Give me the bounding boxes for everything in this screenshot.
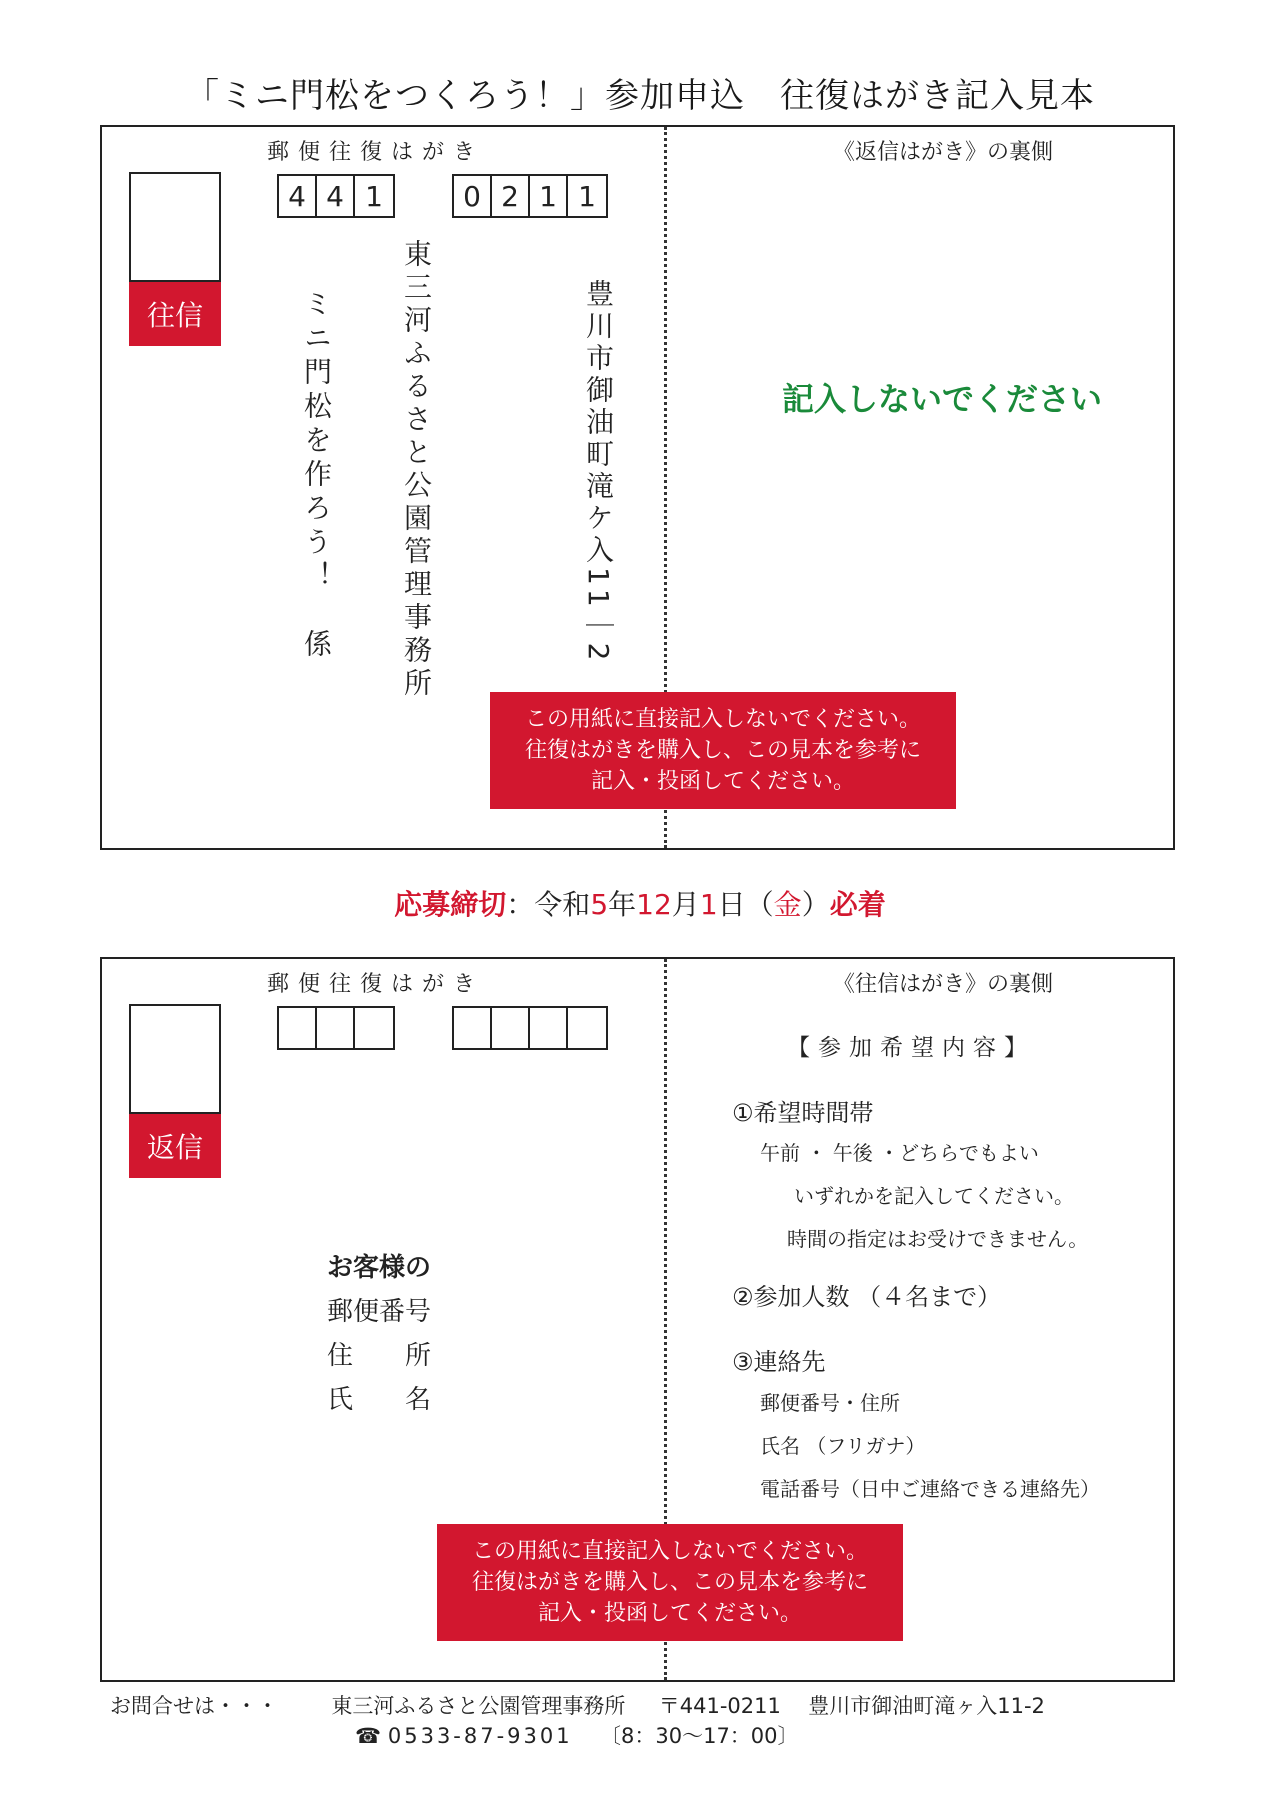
footer-hours: 〔8：30～17：00〕 [600, 1724, 799, 1748]
footer-contact-line [110, 1690, 1045, 1720]
back-side-label: 《返信はがき》の裏側 [832, 140, 1053, 165]
zip-digit: 1 [578, 179, 596, 213]
customer-name-label: 氏 名 [327, 1385, 432, 1415]
customer-zip-label: 郵便番号 [327, 1297, 432, 1327]
form-time-note: 時間の指定はお受けできません。 [787, 1227, 1089, 1251]
form-contact-detail: 郵便番号・住所 [760, 1391, 900, 1415]
zip-digit: 0 [454, 176, 492, 216]
footer-address: 豊川市御油町滝ヶ入11-2 [808, 1694, 1045, 1718]
zip-box-left [277, 174, 395, 218]
recipient-address: 豊川市御油町滝ケ入11｜2 [582, 279, 615, 665]
deadline-separator: ：令和 [506, 888, 591, 921]
footer-zip: 〒441-0211 [658, 1694, 781, 1718]
postcard-label: 郵便往復はがき [267, 140, 485, 165]
form-contact-detail: 電話番号（日中ご連絡できる連絡先） [760, 1477, 1100, 1501]
notice-line: この用紙に直接記入しないでください。 [471, 1539, 868, 1564]
zip-digit: 1 [530, 176, 568, 216]
recipient-name: 東三河ふるさと公園管理事務所 [400, 239, 433, 701]
phone-icon: ☎ [355, 1724, 382, 1748]
notice-line: 記入・投函してください。 [590, 769, 855, 794]
zip-digit [317, 1008, 355, 1048]
form-item-contact: ③連絡先 [732, 1348, 826, 1376]
zip-digit [568, 1008, 606, 1048]
do-not-write-notice: 記入しないでください [782, 380, 1103, 418]
zip-box-left [277, 1006, 395, 1050]
form-item-participants: ②参加人数 （４名まで） [732, 1283, 1002, 1311]
form-item-time: ①希望時間帯 [732, 1099, 874, 1127]
customer-heading: お客様の [327, 1253, 432, 1283]
zip-digit: 4 [279, 176, 317, 216]
deadline-day-unit: 日 [717, 888, 746, 921]
zip-digit [355, 1008, 393, 1048]
zip-box-right [452, 174, 608, 218]
deadline-weekday: 金 [773, 888, 802, 921]
notice-line: 往復はがきを購入し、この見本を参考に [471, 1570, 868, 1595]
footer-phone: 0533-87-9301 [387, 1724, 573, 1748]
zip-digit [530, 1008, 568, 1048]
footer-inquiry: お問合せは・・・ [110, 1694, 278, 1718]
deadline-label: 応募締切 [394, 888, 507, 921]
footer-phone-line [355, 1720, 799, 1750]
back-side-label: 《往信はがき》の裏側 [832, 972, 1053, 997]
zip-digit: 4 [317, 176, 355, 216]
zip-digit [454, 1008, 492, 1048]
form-time-options: 午前 ・ 午後 ・どちらでもよい [760, 1141, 1039, 1165]
page-title: 「ミニ門松をつくろう！」参加申込 往復はがき記入見本 [185, 76, 1095, 116]
stamp-box [129, 172, 221, 282]
zip-digit: 2 [492, 176, 530, 216]
notice-line: 往復はがきを購入し、この見本を参考に [524, 738, 921, 763]
deadline [0, 883, 1280, 923]
form-time-note: いずれかを記入してください。 [794, 1184, 1074, 1208]
reply-postcard-sample [100, 957, 1175, 1682]
zip-box-right [452, 1006, 608, 1050]
zip-digit [279, 1008, 317, 1048]
deadline-year: 5 [590, 888, 609, 921]
deadline-arrival: 必着 [829, 888, 886, 921]
notice-line: 記入・投函してください。 [537, 1601, 802, 1626]
customer-info-block [327, 1246, 431, 1422]
instruction-notice [437, 1524, 903, 1641]
form-title: 【参加希望内容】 [787, 1035, 1035, 1061]
reply-label: 返信 [129, 1114, 221, 1178]
deadline-weekday-close: ） [801, 888, 830, 921]
outgoing-label: 往信 [129, 282, 221, 346]
deadline-weekday-open: （ [745, 888, 774, 921]
zip-digit: 1 [365, 179, 383, 213]
deadline-year-unit: 年 [608, 888, 637, 921]
stamp-box [129, 1004, 221, 1114]
deadline-month-unit: 月 [671, 888, 700, 921]
footer-office: 東三河ふるさと公園管理事務所 [331, 1694, 626, 1718]
outgoing-postcard-sample [100, 125, 1175, 850]
zip-digit [492, 1008, 530, 1048]
instruction-notice [490, 692, 956, 809]
postcard-label: 郵便往復はがき [267, 972, 485, 997]
customer-address-label: 住 所 [327, 1341, 432, 1371]
deadline-day: 1 [699, 888, 718, 921]
recipient-attention: ミニ門松を作ろう！ 係 [300, 289, 333, 663]
deadline-month: 12 [636, 888, 672, 921]
form-contact-detail: 氏名 （フリガナ） [760, 1434, 926, 1458]
notice-line: この用紙に直接記入しないでください。 [524, 707, 921, 732]
